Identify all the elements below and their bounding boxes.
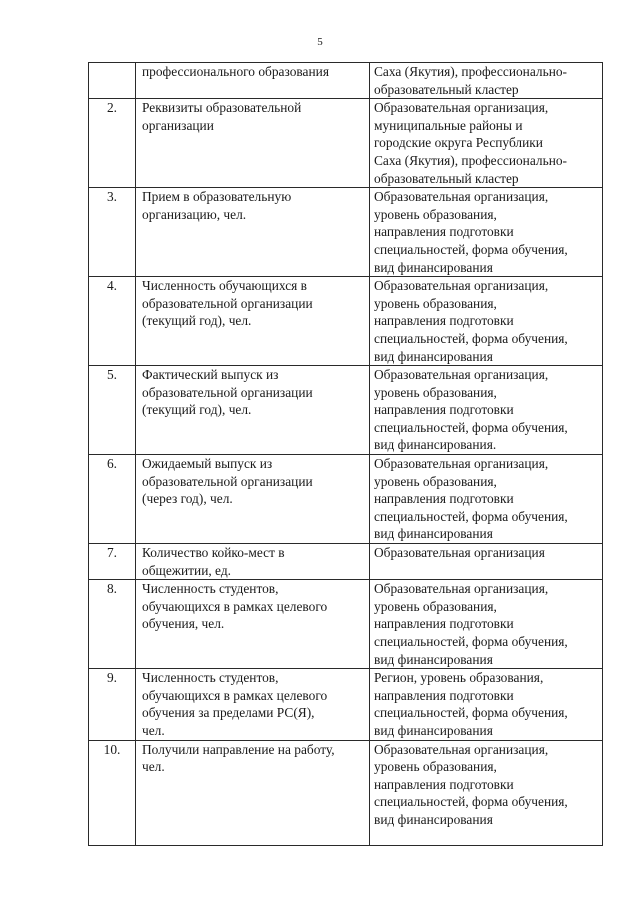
row-number-cell: 7.: [89, 544, 136, 580]
breakdown-cell: Образовательная организация, уровень образования, направления подготовки специальностей, форма обучения, вид финансирования: [370, 188, 603, 277]
table-row: [89, 455, 603, 544]
row-number-cell: 8.: [89, 580, 136, 669]
indicator-name-cell: Прием в образовательную организацию, чел.: [136, 188, 370, 277]
indicator-name-cell: Фактический выпуск из образовательной организации (текущий год), чел.: [136, 366, 370, 455]
table-row: [89, 580, 603, 669]
indicator-name-cell: Численность студентов, обучающихся в рамках целевого обучения, чел.: [136, 580, 370, 669]
row-number-cell: 6.: [89, 455, 136, 544]
indicator-name-cell: Получили направление на работу, чел.: [136, 740, 370, 845]
indicator-name-cell: Реквизиты образовательной организации: [136, 99, 370, 188]
row-number-cell: 10.: [89, 740, 136, 845]
row-number-cell: 2.: [89, 99, 136, 188]
breakdown-cell: Образовательная организация: [370, 544, 603, 580]
breakdown-cell: Регион, уровень образования, направления подготовки специальностей, форма обучения, вид финансирования: [370, 669, 603, 740]
breakdown-cell: Образовательная организация, уровень образования, направления подготовки специальностей, форма обучения, вид финансирования: [370, 455, 603, 544]
breakdown-cell: Образовательная организация, муниципальные районы и городские округа Республики Саха (Якутия), профессионально- образовательный кластер: [370, 99, 603, 188]
table-row: [89, 277, 603, 366]
breakdown-cell: Образовательная организация, уровень образования, направления подготовки специальностей, форма обучения, вид финансирования: [370, 277, 603, 366]
breakdown-cell: Саха (Якутия), профессионально- образовательный кластер: [370, 63, 603, 99]
row-number-cell: 4.: [89, 277, 136, 366]
indicator-name-cell: Численность студентов, обучающихся в рамках целевого обучения за пределами РС(Я), чел.: [136, 669, 370, 740]
table-row: [89, 669, 603, 740]
table-row: [89, 63, 603, 99]
page-number: 5: [317, 36, 323, 48]
table-row: [89, 544, 603, 580]
row-number-cell: [89, 63, 136, 99]
indicator-table: [88, 62, 603, 846]
breakdown-cell: Образовательная организация, уровень образования, направления подготовки специальностей, форма обучения, вид финансирования: [370, 580, 603, 669]
table-row: [89, 99, 603, 188]
table-row: [89, 188, 603, 277]
row-number-cell: 9.: [89, 669, 136, 740]
indicator-name-cell: Ожидаемый выпуск из образовательной организации (через год), чел.: [136, 455, 370, 544]
breakdown-cell: Образовательная организация, уровень образования, направления подготовки специальностей, форма обучения, вид финансирования: [370, 740, 603, 845]
row-number-cell: 5.: [89, 366, 136, 455]
table-row: [89, 366, 603, 455]
breakdown-cell: Образовательная организация, уровень образования, направления подготовки специальностей, форма обучения, вид финансирования.: [370, 366, 603, 455]
indicator-name-cell: Количество койко-мест в общежитии, ед.: [136, 544, 370, 580]
indicator-name-cell: профессионального образования: [136, 63, 370, 99]
indicator-name-cell: Численность обучающихся в образовательной организации (текущий год), чел.: [136, 277, 370, 366]
table-row: [89, 740, 603, 845]
row-number-cell: 3.: [89, 188, 136, 277]
